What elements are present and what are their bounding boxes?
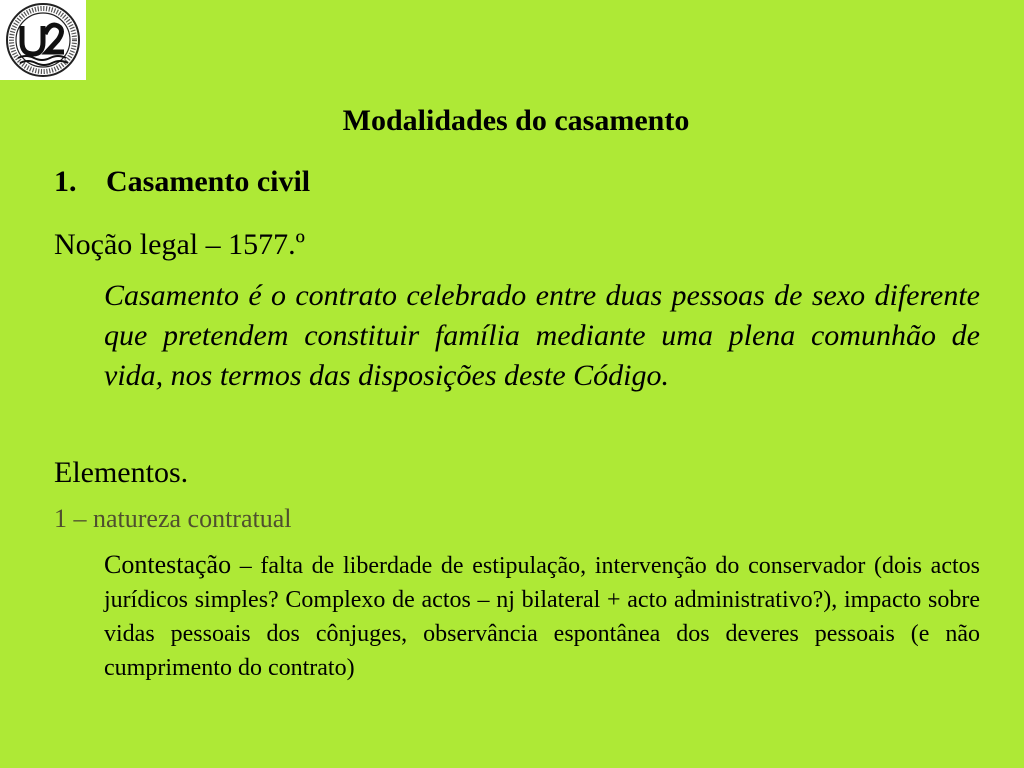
section-number: 1. <box>54 165 77 198</box>
section-heading-text: Casamento civil <box>106 165 311 198</box>
element-item-1: 1 – natureza contratual <box>54 504 292 533</box>
contestation-paragraph <box>104 548 980 685</box>
contestation-lead: Contestação <box>104 550 232 579</box>
slide-title: Modalidades do casamento <box>342 104 690 137</box>
section-heading <box>54 162 310 202</box>
contestation-text: – falta de liberdade de estipulação, intervenção do conservador (dois actos jurídicos simples? Complexo de actos – nj bilateral + acto administrativo?), impacto sobre vidas pessoais dos cônjuges, observância espontânea dos deveres pessoais (e não cumprimento do contrato) <box>104 553 980 681</box>
university-logo <box>0 0 86 80</box>
legal-notion-heading: Noção legal – 1577.º <box>54 228 305 261</box>
university-seal-icon <box>0 0 86 80</box>
legal-definition-quote: Casamento é o contrato celebrado entre duas pessoas de sexo diferente que pretendem constituir família mediante uma plena comunhão de vida, nos termos das disposições deste Código. <box>104 279 980 392</box>
elements-heading: Elementos. <box>54 456 189 489</box>
